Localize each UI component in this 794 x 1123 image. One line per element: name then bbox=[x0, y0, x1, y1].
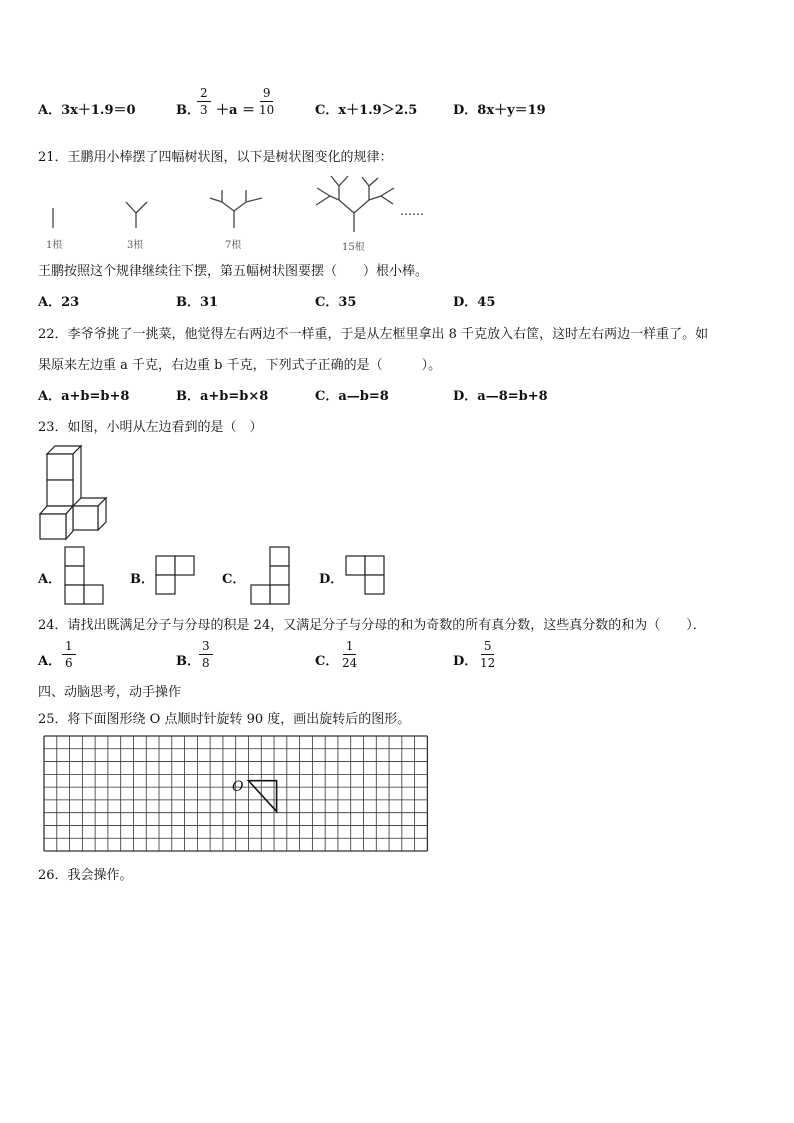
tree-label-3: 7根 bbox=[225, 240, 242, 251]
q21-option-d: D．45 bbox=[453, 295, 496, 310]
denominator: 8 bbox=[202, 656, 210, 670]
q20-option-a: A．3x＋1.9＝0 bbox=[38, 103, 136, 118]
numerator: 1 bbox=[62, 640, 76, 655]
q24-option-b-fraction bbox=[199, 640, 213, 669]
q22-option-c: C．a—b=8 bbox=[315, 389, 389, 404]
q24-option-b-label: B． bbox=[176, 654, 200, 669]
q20-fraction-1 bbox=[197, 87, 211, 116]
q20-fraction-2 bbox=[256, 87, 277, 116]
q23-option-d-label: D． bbox=[319, 572, 344, 587]
q24-option-d-label: D． bbox=[453, 654, 478, 669]
numerator: 3 bbox=[199, 640, 213, 655]
q26-stem: 26．我会操作。 bbox=[38, 868, 133, 883]
q21-option-b: B．31 bbox=[176, 295, 219, 310]
section-title: 四、动脑思考，动手操作 bbox=[38, 685, 182, 700]
numerator: 5 bbox=[481, 640, 495, 655]
q22-stem-line1: 22．李爷爷挑了一挑菜，他觉得左右两边不一样重，于是从左框里拿出 8 千克放入右筐，这时左右两边一样重了。如 bbox=[38, 327, 709, 342]
denominator: 12 bbox=[480, 656, 496, 670]
q21-option-a: A．23 bbox=[38, 295, 80, 310]
q21-stem: 21．王鹏用小棒摆了四幅树状图，以下是树状图变化的规律： bbox=[38, 150, 393, 165]
q23-option-c-label: C． bbox=[222, 572, 246, 587]
q22-option-d: D．a—8=b+8 bbox=[453, 389, 548, 404]
q24-option-c-fraction bbox=[339, 640, 360, 669]
numerator: 1 bbox=[343, 640, 357, 655]
tree-label-2: 3根 bbox=[127, 240, 144, 251]
q22-option-a: A．a+b=b+8 bbox=[38, 389, 130, 404]
denominator: 24 bbox=[342, 656, 358, 670]
q24-stem: 24．请找出既满足分子与分母的积是 24，又满足分子与分母的和为奇数的所有真分数，这些真分数的和为（ ）． bbox=[38, 618, 706, 633]
numerator: 2 bbox=[197, 87, 211, 102]
q20-option-b-label: B． bbox=[176, 103, 200, 118]
q20-option-d: D．8x＋y＝19 bbox=[453, 103, 546, 118]
denominator: 3 bbox=[200, 103, 208, 117]
denominator: 10 bbox=[259, 103, 275, 117]
q20-option-b-mid: ＋a ＝ bbox=[216, 103, 255, 118]
q24-option-a-fraction bbox=[62, 640, 76, 669]
q24-option-d-fraction bbox=[477, 640, 498, 669]
tree-label-1: 1根 bbox=[46, 240, 63, 251]
q23-option-b-label: B． bbox=[130, 572, 154, 587]
q23-option-a-label: A． bbox=[38, 572, 62, 587]
q24-option-a-label: A． bbox=[38, 654, 62, 669]
tree-ellipsis: …… bbox=[400, 204, 424, 218]
q22-stem-line2: 果原来左边重 a 千克，右边重 b 千克，下列式子正确的是（ ）。 bbox=[38, 358, 442, 373]
q20-option-c: C．x＋1.9＞2.5 bbox=[315, 103, 418, 118]
q23-stem: 23．如图，小明从左边看到的是（ ） bbox=[38, 420, 263, 435]
q21-option-c: C．35 bbox=[315, 295, 357, 310]
tree-label-4: 15根 bbox=[342, 242, 365, 253]
point-o-label: O bbox=[232, 779, 244, 795]
q21-question: 王鹏按照这个规律继续往下摆，第五幅树状图要摆（ ）根小棒。 bbox=[38, 264, 429, 279]
q22-option-b: B．a+b=b×8 bbox=[176, 389, 269, 404]
numerator: 9 bbox=[260, 87, 274, 102]
triangle-shape bbox=[248, 781, 276, 812]
denominator: 6 bbox=[65, 656, 73, 670]
q25-stem: 25．将下面图形绕 O 点顺时针旋转 90 度，画出旋转后的图形。 bbox=[38, 712, 411, 727]
q24-option-c-label: C． bbox=[315, 654, 339, 669]
